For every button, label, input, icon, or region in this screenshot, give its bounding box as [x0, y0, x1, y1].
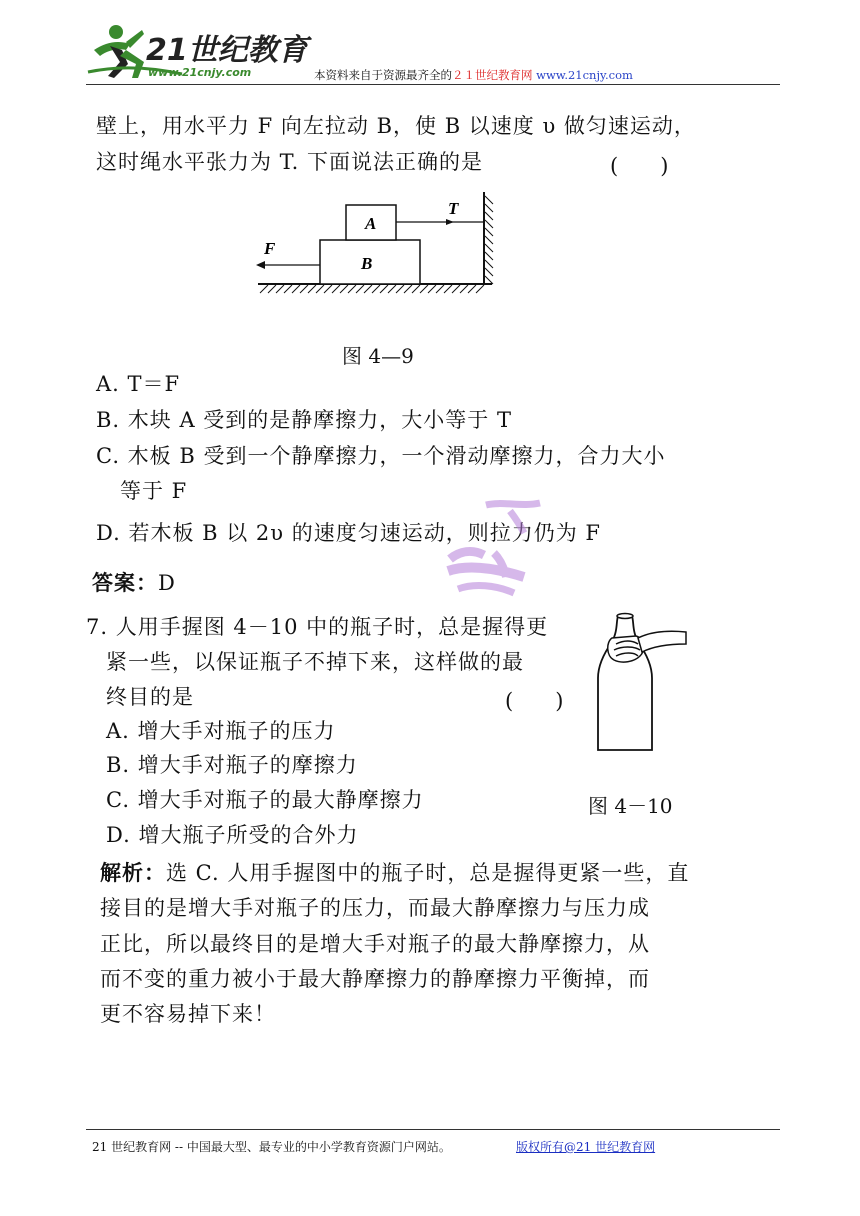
force-arrowhead: [256, 261, 265, 269]
q6-answer-paren: ( ): [610, 154, 669, 178]
q7-analysis-line1: 解析：选 C. 人用手握图中的瓶子时，总是握得更紧一些，直: [100, 860, 690, 885]
block-b-label: B: [361, 254, 373, 273]
q7-analysis-line3: 正比，所以最终目的是增大手对瓶子的最大静摩擦力，从: [100, 932, 650, 956]
svg-text:21世纪教育: 21世纪教育: [146, 33, 308, 68]
figure-4-9-caption: 图 4—9: [342, 344, 414, 368]
q7-answer-paren: ( ): [505, 689, 564, 713]
force-label: F: [264, 239, 276, 258]
q7-analysis-line2: 接目的是增大手对瓶子的压力，而最大静摩擦力与压力成: [100, 896, 650, 920]
q7-option-b: B. 增大手对瓶子的摩擦力: [106, 753, 358, 777]
figure-4-10-caption: 图 4－10: [588, 794, 673, 818]
header-url-link[interactable]: www.21cnjy.com: [536, 68, 633, 82]
footer-divider: [86, 1129, 780, 1130]
q6-option-c-line1: C. 木板 B 受到一个静摩擦力，一个滑动摩擦力，合力大小: [96, 444, 666, 468]
wall-hatching: [485, 196, 493, 284]
q7-analysis-line4: 而不变的重力被小于最大静摩擦力的静摩擦力平衡掉，而: [100, 967, 650, 991]
q6-option-d: D. 若木板 B 以 2υ 的速度匀速运动，则拉力仍为 F: [96, 521, 601, 545]
q6-option-c-line2: 等于 F: [120, 479, 188, 503]
q7-stem-line1: 7. 人用手握图 4－10 中的瓶子时，总是握得更: [86, 615, 549, 639]
ground-hatching: [260, 285, 484, 293]
answer-label: 答案：: [92, 570, 158, 595]
q6-stem-line1: 壁上，用水平力 F 向左拉动 B，使 B 以速度 υ 做匀速运动，: [96, 114, 696, 138]
q7-analysis-line5: 更不容易掉下来！: [100, 1002, 276, 1026]
q6-option-b: B. 木块 A 受到的是静摩擦力，大小等于 T: [96, 408, 512, 432]
bottle-mouth: [617, 614, 633, 619]
block-a-label: A: [365, 214, 377, 233]
footer-text: 21 世纪教育网 -- 中国最大型、最专业的中小学教育资源门户网站。: [92, 1140, 451, 1154]
tension-arrowhead: [446, 219, 454, 225]
q6-stem-line2: 这时绳水平张力为 T. 下面说法正确的是: [96, 150, 483, 174]
q7-option-c: C. 增大手对瓶子的最大静摩擦力: [106, 788, 424, 812]
tension-label: T: [448, 199, 459, 218]
page-header: [0, 0, 860, 90]
header-divider: [86, 84, 780, 85]
header-tagline: 本资料来自于资源最齐全的２１世纪教育网 www.21cnjy.com: [314, 68, 633, 82]
q7-option-d: D. 增大瓶子所受的合外力: [106, 823, 359, 847]
q7-stem-line3: 终目的是: [106, 685, 194, 709]
svg-text:www.21cnjy.com: www.21cnjy.com: [148, 66, 252, 79]
watermark-graphic: [440, 497, 550, 597]
footer-copyright-link[interactable]: 版权所有@21 世纪教育网: [516, 1140, 656, 1154]
q7-option-a: A. 增大手对瓶子的压力: [106, 719, 336, 743]
figure-4-9-block-diagram: [248, 190, 508, 300]
q6-answer: [92, 572, 176, 594]
logo: [86, 20, 308, 82]
answer-value: D: [158, 571, 176, 595]
q7-stem-line2: 紧一些，以保证瓶子不掉下来，这样做的最: [106, 650, 524, 674]
figure-4-10-bottle-diagram: [588, 608, 688, 758]
analysis-label: 解析：: [100, 860, 166, 885]
q6-option-a: A. T＝F: [96, 372, 181, 396]
